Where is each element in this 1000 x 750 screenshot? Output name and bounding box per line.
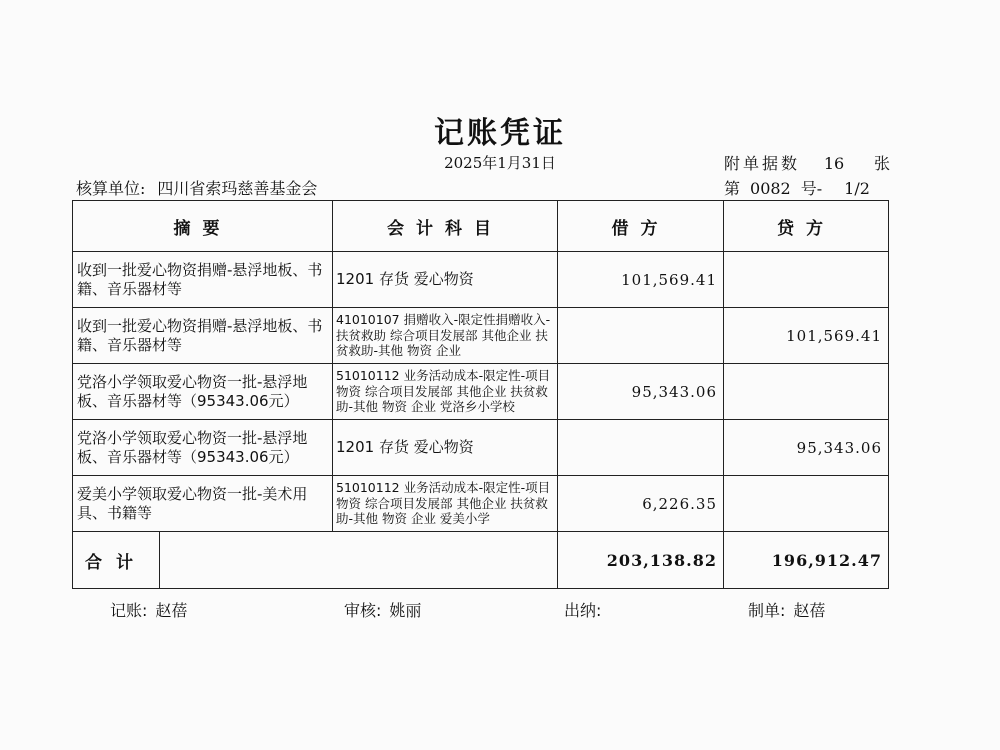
total-blank [160, 532, 557, 588]
accounting-unit-label: 核算单位: [76, 179, 146, 198]
signature-bookkeeper [110, 598, 187, 621]
voucher-table [72, 200, 889, 589]
signature-preparer [748, 598, 825, 621]
reviewer-label: 审核: [344, 601, 382, 620]
total-cell [73, 532, 558, 589]
voucher-number-prefix: 第 [724, 179, 741, 198]
attachment-count [724, 151, 890, 174]
voucher-page-number: 1/2 [844, 179, 870, 198]
attachment-unit: 张 [874, 154, 891, 173]
total-row [73, 532, 889, 589]
accounting-unit-value: 四川省索玛慈善基金会 [157, 179, 318, 198]
cashier-label: 出纳: [564, 601, 602, 620]
header-debit: 借方 [558, 201, 724, 252]
table-header-row [73, 201, 889, 252]
table-row [73, 476, 889, 532]
voucher-number-value: 0082 [750, 179, 791, 198]
voucher-number [724, 176, 880, 199]
entry-debit [558, 420, 724, 476]
entry-account: 1201 存货 爱心物资 [333, 420, 558, 476]
table-row [73, 364, 889, 420]
entry-account: 51010112 业务活动成本-限定性-项目物资 综合项目发展部 其他企业 扶贫救助-其他 物资 企业 爱美小学 [333, 476, 558, 532]
attachment-number: 16 [823, 154, 845, 173]
entry-credit [724, 476, 889, 532]
entry-account: 51010112 业务活动成本-限定性-项目物资 综合项目发展部 其他企业 扶贫救助-其他 物资 企业 党洛乡小学校 [333, 364, 558, 420]
reviewer-name: 姚丽 [389, 601, 422, 620]
bookkeeper-label: 记账: [110, 601, 148, 620]
entry-account: 41010107 捐赠收入-限定性捐赠收入-扶贫救助 综合项目发展部 其他企业 扶贫救助-其他 物资 企业 [333, 308, 558, 364]
entry-summary: 收到一批爱心物资捐赠-悬浮地板、书籍、音乐器材等 [73, 252, 333, 308]
entry-account: 1201 存货 爱心物资 [333, 252, 558, 308]
signature-reviewer [344, 598, 421, 621]
entry-debit [558, 308, 724, 364]
table-row [73, 308, 889, 364]
header-credit: 贷方 [724, 201, 889, 252]
accounting-unit [76, 176, 317, 199]
entry-debit: 101,569.41 [558, 252, 724, 308]
preparer-label: 制单: [748, 601, 786, 620]
entry-credit [724, 252, 889, 308]
page-title: 记账凭证 [434, 116, 566, 151]
signature-cashier [564, 598, 609, 621]
preparer-name: 赵蓓 [793, 601, 826, 620]
entry-credit: 101,569.41 [724, 308, 889, 364]
entry-summary: 收到一批爱心物资捐赠-悬浮地板、书籍、音乐器材等 [73, 308, 333, 364]
total-label: 合计 [73, 532, 160, 588]
total-credit: 196,912.47 [724, 532, 889, 589]
entry-debit: 6,226.35 [558, 476, 724, 532]
entry-debit: 95,343.06 [558, 364, 724, 420]
entry-credit: 95,343.06 [724, 420, 889, 476]
table-row [73, 420, 889, 476]
header-account: 会计科目 [333, 201, 558, 252]
entry-credit [724, 364, 889, 420]
bookkeeper-name: 赵蓓 [155, 601, 188, 620]
entry-summary: 党洛小学领取爱心物资一批-悬浮地板、音乐器材等（95343.06元） [73, 420, 333, 476]
entry-summary: 党洛小学领取爱心物资一批-悬浮地板、音乐器材等（95343.06元） [73, 364, 333, 420]
attachment-label: 附单据数 [724, 154, 801, 173]
entry-summary: 爱美小学领取爱心物资一批-美术用具、书籍等 [73, 476, 333, 532]
header-summary: 摘要 [73, 201, 333, 252]
table-row [73, 252, 889, 308]
voucher-number-suffix: 号- [800, 179, 823, 198]
total-debit: 203,138.82 [558, 532, 724, 589]
voucher-date: 2025年1月31日 [444, 154, 556, 172]
